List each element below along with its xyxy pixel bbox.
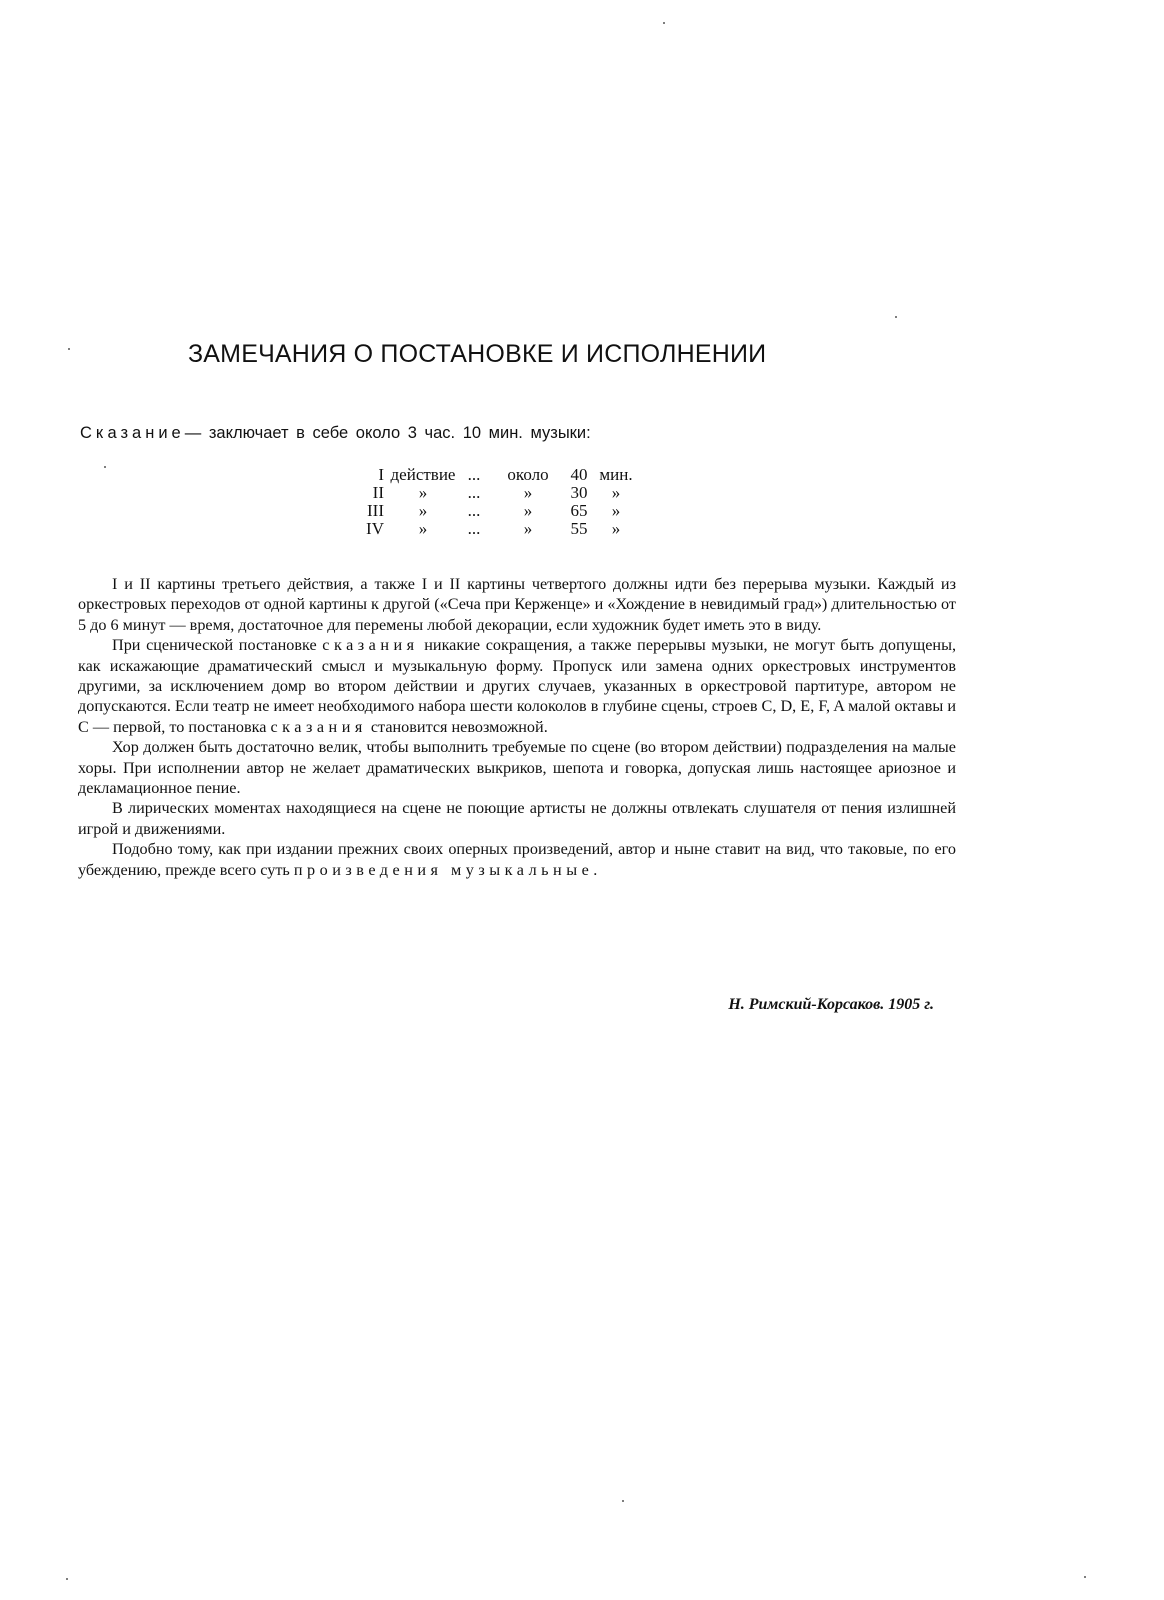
dots: ... (467, 465, 481, 484)
dots: ... (467, 483, 481, 502)
intro-text: — заключает в себе около 3 час. 10 мин. музыки: (184, 424, 591, 442)
scan-speck (1084, 1576, 1086, 1578)
minutes-unit: мин. (599, 465, 633, 484)
act-word: действие (390, 465, 456, 484)
minutes-value: 65 (570, 501, 588, 520)
about-word: » (523, 483, 533, 502)
paragraph-text: При сценической постановке (112, 636, 323, 655)
table-row (356, 502, 638, 520)
paragraph-text: становится невозможной. (366, 717, 548, 736)
emphasized-word: сказания (270, 717, 367, 736)
act-number: III (367, 501, 384, 520)
paragraph-text: В лирических моментах находящиеся на сцене не поющие артисты не должны отвлекать слушателя от пения излишней игрой и движениями. (78, 799, 956, 838)
minutes-unit: » (611, 501, 621, 520)
about-word: » (523, 519, 533, 538)
emphasized-word: произведения музыкальные (293, 860, 594, 879)
page-title: ЗАМЕЧАНИЯ О ПОСТАНОВКЕ И ИСПОЛНЕНИИ (188, 340, 767, 368)
act-word: » (418, 501, 428, 520)
minutes-value: 40 (570, 465, 588, 484)
table-row (356, 520, 638, 538)
scan-speck (68, 348, 70, 350)
scan-speck (663, 22, 665, 24)
paragraph-text: I и II картины третьего действия, а также I и II картины четвертого должны идти без перерыва музыки. Каждый из оркестровых переходов от одной картины к другой («Сеча при Керженце» и «Хождение в невидимый град») длительностью от 5 до 6 минут — время, достаточное для перемены любой декорации, если художник будет иметь это в виду. (78, 575, 956, 634)
dots: ... (467, 519, 481, 538)
intro-lead-word: Сказание (80, 424, 185, 442)
minutes-value: 55 (570, 519, 588, 538)
scan-speck (622, 1500, 624, 1502)
minutes-unit: » (611, 519, 621, 538)
minutes-value: 30 (570, 483, 588, 502)
paragraph-continuity (78, 574, 956, 635)
act-word: » (418, 483, 428, 502)
act-number: II (372, 483, 384, 502)
scan-speck (895, 316, 897, 318)
minutes-unit: » (611, 483, 621, 502)
emphasized-word: сказания (322, 636, 419, 655)
paragraph-staging (78, 635, 956, 737)
table-row (356, 484, 638, 502)
about-word: около (507, 465, 549, 484)
paragraph-text: никакие сокращения, а также перерывы музыки, не могут быть допущены, как искажающие драматический смысл и музыкальную форму. Пропуск или замена одних оркестровых инструментов другими, за исключением домр во втором действии и других случаев, указанных в оркестровой партитуре, автором не допускаются. Если театр не имеет необходимого набора шести колоколов в глубине сцены, строев C, D, E, F, A малой октавы и C — первой, то постановка (78, 636, 956, 736)
about-word: » (523, 501, 533, 520)
paragraph-text: . (593, 860, 598, 879)
paragraph-text: Хор должен быть достаточно велик, чтобы выполнить требуемые по сцене (во втором действии) подразделения на малые хоры. При исполнении автор не желает драматических выкриков, шепота и говорка, допуская лишь настоящее ариозное и декламационное пение. (78, 738, 956, 798)
paragraph-lyrical-moments (78, 798, 956, 839)
paragraph-text: Подобно тому, как при издании прежних своих оперных произведений, автор и ныне ставит на вид, что таковые, по его убеждению, прежде всего суть (78, 840, 956, 879)
act-word: » (418, 519, 428, 538)
scan-speck (104, 466, 106, 468)
paragraph-musical-works (78, 839, 956, 880)
body-text (78, 574, 956, 880)
intro-line (80, 424, 591, 443)
act-number: I (378, 465, 384, 484)
paragraph-chorus (78, 737, 956, 798)
author-signature: Н. Римский-Корсаков. 1905 г. (728, 996, 934, 1013)
scan-speck (66, 1578, 68, 1580)
act-number: IV (366, 519, 384, 538)
dots: ... (467, 501, 481, 520)
table-row (356, 466, 638, 484)
act-timing-table (356, 466, 638, 538)
